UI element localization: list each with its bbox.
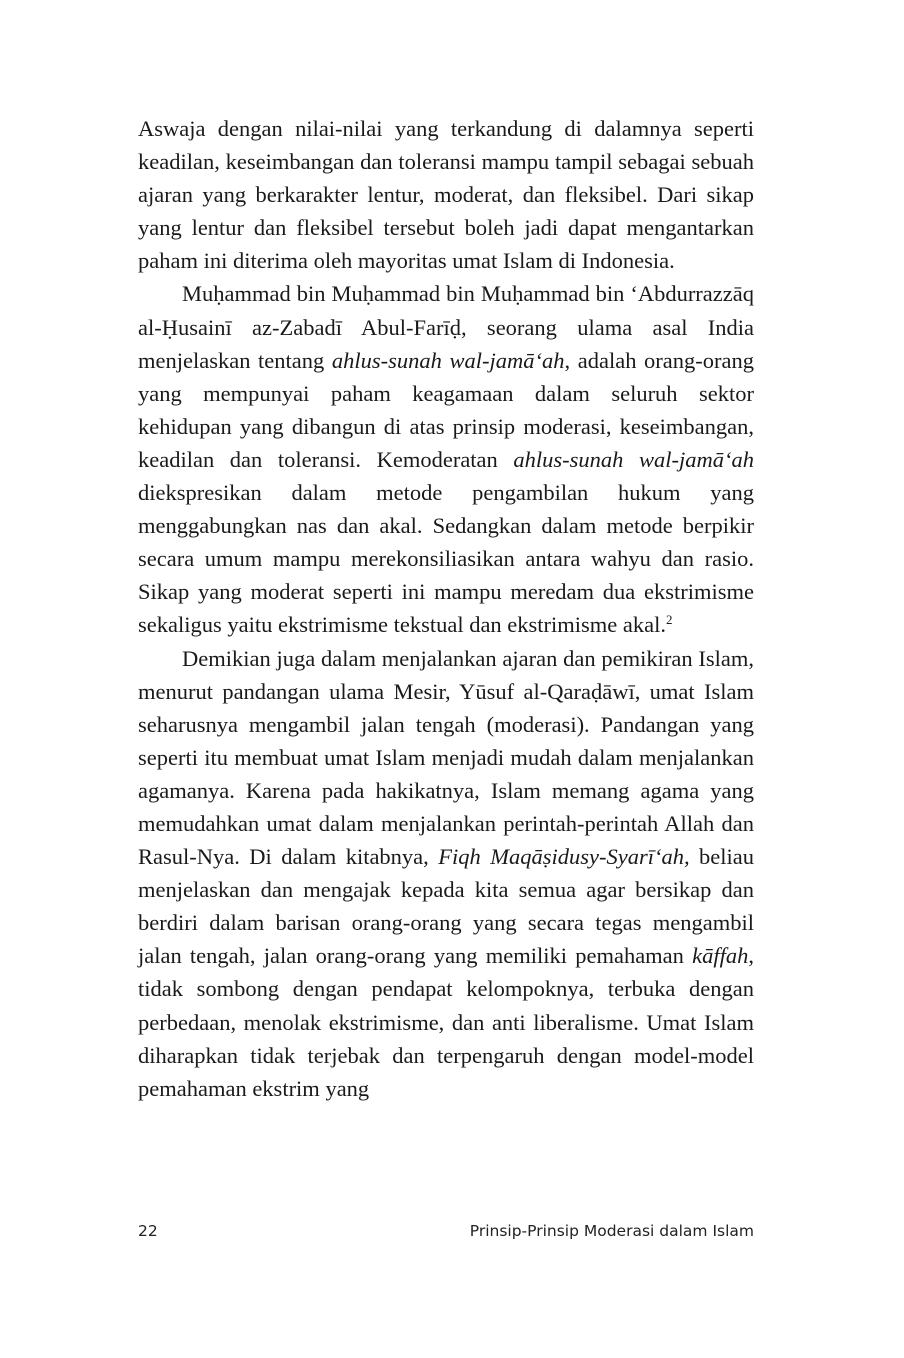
paragraph-3-text: , tidak sombong dengan pendapat kelompoknya, terbuka dengan perbedaan, menolak ekstrimisme, dan anti liberalisme. Umat Islam diharapkan tidak terjebak dan terpengaruh dengan model-model pemahaman ekstrim yang — [138, 943, 754, 1101]
paragraph-2-text: , adalah orang-orang yang mempunyai paham keagamaan dalam seluruh sektor kehidupan yang dibangun di atas prinsip moderasi, keseimbangan, keadilan dan toleransi. Kemoderatan — [138, 347, 754, 472]
italic-term: ahlus-sunah wal-jamā‘ah — [513, 446, 754, 472]
paragraph-2-text: diekspresikan dalam metode pengambilan hukum yang menggabungkan nas dan akal. Sedangkan dalam metode berpikir secara umum mampu merekonsiliasikan antara wahyu dan rasio. Sikap yang moderat seperti ini mampu meredam dua ekstrimisme sekaligus yaitu ekstrimisme tekstual dan ekstrimisme akal. — [138, 480, 754, 638]
paragraph-3-text: beliau menjelaskan dan mengajak kepada kita semua agar bersikap dan berdiri dalam barisan orang-orang yang secara tegas mengambil jalan tengah, jalan orang-orang yang memiliki pemahaman — [138, 844, 755, 969]
running-title: Prinsip-Prinsip Moderasi dalam Islam — [469, 1222, 754, 1240]
italic-term: kāffah — [692, 943, 749, 969]
paragraph-1 — [138, 112, 754, 277]
page-footer — [138, 1222, 754, 1240]
paragraph-1-text: Aswaja dengan nilai-nilai yang terkandung di dalamnya seperti keadilan, keseimbangan dan toleransi mampu tampil sebagai sebuah ajaran yang berkarakter lentur, moderat, dan fleksibel. Dari sikap yang lentur dan fleksibel tersebut boleh jadi dapat mengantarkan paham ini diterima oleh mayoritas umat Islam di Indonesia. — [138, 116, 754, 274]
paragraph-2-text: Muḥammad bin Muḥammad bin Muḥammad bin ‘Abdurrazzāq al-Ḥusainī az-Zabadī Abul-Farīḍ, seorang ulama asal India menjelaskan tentang — [138, 281, 754, 373]
footnote-marker[interactable]: 2 — [666, 612, 673, 628]
body-text — [138, 112, 754, 1105]
paragraph-2 — [138, 277, 754, 641]
page-number: 22 — [138, 1222, 158, 1240]
paragraph-3 — [138, 642, 754, 1105]
italic-book-title: Fiqh Maqāṣidusy-Syarī‘ah, — [438, 844, 690, 870]
italic-term: ahlus-sunah wal-jamā‘ah — [331, 347, 565, 373]
paragraph-3-text: Demikian juga dalam menjalankan ajaran dan pemikiran Islam, menurut pandangan ulama Mesir, Yūsuf al-Qaraḍāwī, umat Islam seharusnya mengambil jalan tengah (moderasi). Pandangan yang seperti itu membuat umat Islam menjadi mudah dalam menjalankan agamanya. Karena pada hakikatnya, Islam memang agama yang memudahkan umat dalam menjalankan perintah-perintah Allah dan Rasul-Nya. Di dalam kitabnya, — [138, 645, 754, 870]
